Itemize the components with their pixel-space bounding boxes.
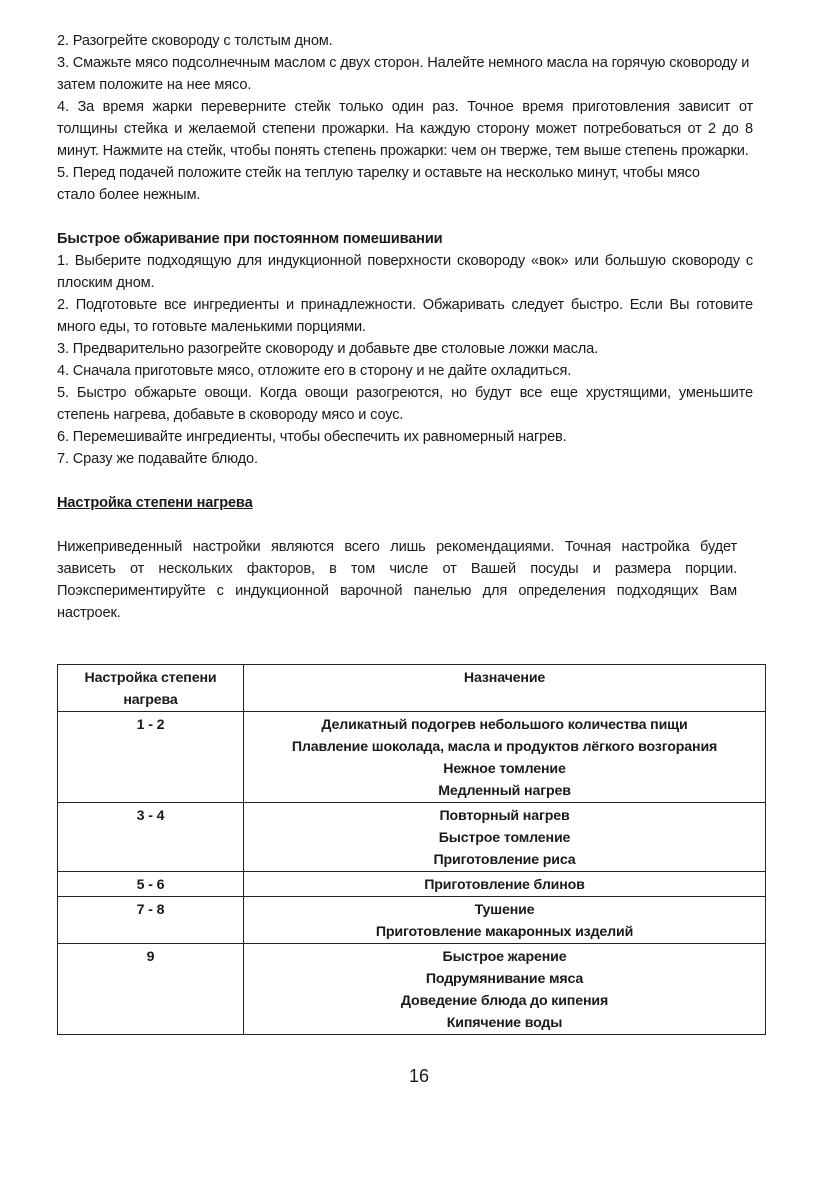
purpose-item: Кипячение воды bbox=[446, 1015, 563, 1031]
table-row bbox=[58, 872, 766, 897]
heat-settings-heading: Настройка степени нагрева bbox=[57, 495, 253, 511]
purpose-item: Повторный нагрев bbox=[439, 808, 570, 824]
heat-level: 7 - 8 bbox=[58, 897, 244, 944]
heat-level: 9 bbox=[58, 944, 244, 1035]
purpose-item: Деликатный подогрев небольшого количества пищи bbox=[321, 717, 688, 733]
purpose-cell bbox=[244, 803, 766, 872]
stir-fry-step-1: 1. Выберите подходящую для индукционной поверхности сковороду «вок» или большую сковороду с плоским дном. bbox=[57, 253, 753, 291]
purpose-item: Нежное томление bbox=[443, 761, 566, 777]
stir-fry-step-6: 6. Перемешивайте ингредиенты, чтобы обеспечить их равномерный нагрев. bbox=[57, 429, 567, 445]
heat-settings-table bbox=[57, 664, 766, 1035]
purpose-cell bbox=[244, 944, 766, 1035]
purpose-item: Быстрое томление bbox=[438, 830, 571, 846]
purpose-cell bbox=[244, 897, 766, 944]
purpose-item: Быстрое жарение bbox=[442, 949, 567, 965]
stir-fry-step-2: 2. Подготовьте все ингредиенты и принадлежности. Обжаривать следует быстро. Если Вы готовите много еды, то готовьте маленькими порциями. bbox=[57, 297, 753, 335]
purpose-item: Доведение блюда до кипения bbox=[400, 993, 609, 1009]
heat-settings-description: Нижеприведенный настройки являются всего лишь рекомендациями. Точная настройка будет зависеть от нескольких факторов, в том числе от Вашей посуды и размера порции. Поэкспериментируйте с индукционной варочной панелью для определения подходящих Вам настроек. bbox=[57, 539, 737, 621]
purpose-item: Приготовление блинов bbox=[424, 877, 585, 893]
heat-level: 5 - 6 bbox=[58, 872, 244, 897]
document-page bbox=[57, 30, 753, 624]
purpose-item: Плавление шоколада, масла и продуктов лёгкого возгорания bbox=[291, 739, 718, 755]
purpose-item: Медленный нагрев bbox=[438, 783, 571, 799]
table-row bbox=[58, 944, 766, 1035]
table-row bbox=[58, 712, 766, 803]
purpose-item: Приготовление макаронных изделий bbox=[375, 924, 634, 940]
header-heat-level: Настройка степени нагрева bbox=[58, 665, 244, 712]
purpose-item: Приготовление риса bbox=[433, 852, 576, 868]
purpose-item: Подрумянивание мяса bbox=[425, 971, 584, 987]
header-purpose: Назначение bbox=[244, 665, 766, 712]
page-number: 16 bbox=[408, 1066, 430, 1086]
intro-step-2: 2. Разогрейте сковороду с толстым дном. bbox=[57, 33, 333, 49]
stir-fry-step-3: 3. Предварительно разогрейте сковороду и добавьте две столовые ложки масла. bbox=[57, 341, 599, 357]
heat-level: 1 - 2 bbox=[58, 712, 244, 803]
purpose-item: Тушение bbox=[474, 902, 535, 918]
table-header-row bbox=[58, 665, 766, 712]
stir-fry-step-5: 5. Быстро обжарьте овощи. Когда овощи разогреются, но будут все еще хрустящими, уменьшите степень нагрева, добавьте в сковороду мясо и соус. bbox=[57, 385, 753, 423]
stir-fry-heading: Быстрое обжаривание при постоянном помешивании bbox=[57, 231, 443, 247]
purpose-cell bbox=[244, 712, 766, 803]
intro-step-5: 5. Перед подачей положите стейк на теплую тарелку и оставьте на несколько минут, чтобы мясо стало более нежным. bbox=[57, 165, 700, 203]
table-row bbox=[58, 803, 766, 872]
intro-step-4: 4. За время жарки переверните стейк только один раз. Точное время приготовления зависит от толщины стейка и желаемой степени прожарки. На каждую сторону может потребоваться от 2 до 8 минут. Нажмите на стейк, чтобы понять степень прожарки: чем он тверже, тем выше степень прожарки. bbox=[57, 99, 753, 159]
table-row bbox=[58, 897, 766, 944]
stir-fry-step-4: 4. Сначала приготовьте мясо, отложите его в сторону и не дайте охладиться. bbox=[57, 363, 572, 379]
purpose-cell bbox=[244, 872, 766, 897]
stir-fry-step-7: 7. Сразу же подавайте блюдо. bbox=[57, 451, 258, 467]
intro-step-3: 3. Смажьте мясо подсолнечным маслом с двух сторон. Налейте немного масла на горячую сковороду и затем положите на нее мясо. bbox=[57, 55, 750, 93]
heat-level: 3 - 4 bbox=[58, 803, 244, 872]
